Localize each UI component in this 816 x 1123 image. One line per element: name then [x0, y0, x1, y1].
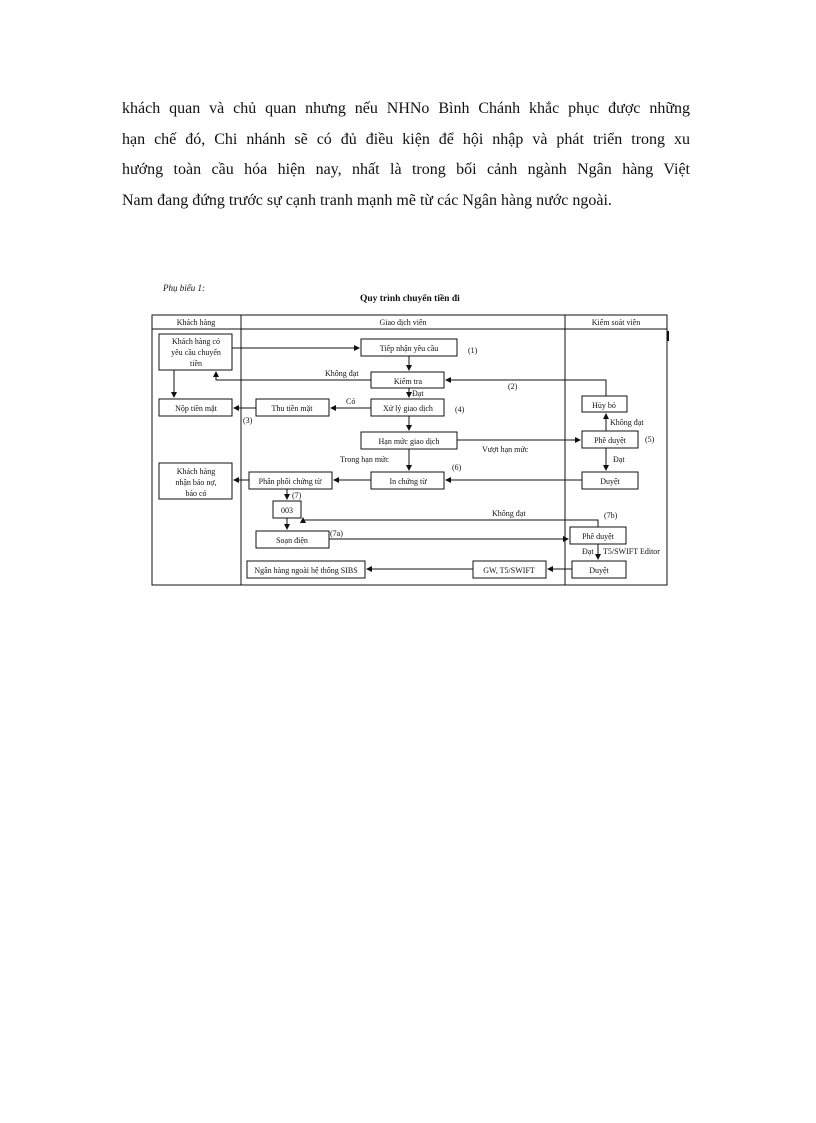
label-step-3: (3) [243, 416, 253, 425]
label-within-limit: Trong hạn mức [340, 455, 389, 464]
text-cancel: Hủy bỏ [592, 401, 616, 410]
text-distribute-docs: Phân phối chứng từ [258, 477, 322, 486]
label-not-ok-1: Không đạt [325, 369, 359, 378]
label-ok-3: Đạt [582, 547, 594, 556]
label-step-7a: (7a) [330, 529, 343, 538]
label-step-5: (5) [645, 435, 655, 444]
lane-header-customer: Khách hàng [176, 318, 216, 327]
label-over-limit: Vượt hạn mức [482, 445, 529, 454]
text-compose-msg: Soạn điện [276, 536, 308, 545]
lane-header-teller: Giao dịch viên [379, 318, 427, 327]
text-deposit-cash: Nộp tiền mặt [175, 404, 217, 413]
text-customer-request-2: yêu cầu chuyển [171, 348, 221, 357]
text-receive-request: Tiếp nhận yêu cầu [379, 344, 439, 353]
text-check: Kiểm tra [393, 377, 423, 386]
label-step-2: (2) [508, 382, 518, 391]
text-customer-receives-2: nhận báo nợ, [175, 478, 217, 487]
lane-header-controller: Kiểm soát viên [591, 318, 641, 327]
text-process: Xử lý giao dịch [383, 404, 433, 413]
text-customer-request-3: tiền [190, 359, 202, 368]
text-print-docs: In chứng từ [389, 477, 427, 486]
text-customer-receives-1: Khách hàng [176, 467, 216, 476]
text-gw-swift: GW, T5/SWIFT [483, 566, 535, 575]
text-review-2: Duyệt [589, 566, 609, 575]
text-customer-receives-3: báo có [185, 489, 207, 498]
label-t5-editor: T5/SWIFT Editor [603, 547, 660, 556]
label-step-4: (4) [455, 405, 465, 414]
paragraph-line-3: hướng toàn cầu hóa hiện nay, nhất là trong bối cảnh ngành Ngân hàng Việt [122, 161, 690, 178]
text-003: 003 [281, 506, 293, 515]
text-foreign-banks: Ngân hàng ngoài hệ thống SIBS [254, 566, 358, 575]
text-review-1: Duyệt [600, 477, 620, 486]
text-customer-request-1: Khách hàng có [172, 337, 220, 346]
text-limit: Hạn mức giao dịch [378, 437, 440, 446]
arrow-cancel-to-check [446, 380, 606, 396]
label-step-7: (7) [292, 491, 302, 500]
paragraph-line-4: Nam đang đứng trước sự cạnh tranh mạnh mẽ từ các Ngân hàng nước ngoài. [122, 191, 612, 209]
text-cash-collect: Thu tiền mặt [271, 404, 313, 413]
label-yes: Có [346, 397, 356, 406]
text-approve-7b: Phê duyệt [582, 532, 614, 541]
figure-caption: Phụ biểu 1: [163, 283, 205, 293]
label-not-ok-2: Không đạt [610, 418, 644, 427]
paragraph-line-2: hạn chế đó, Chi nhánh sẽ có đủ điều kiện để hội nhập và phát triển trong xu [122, 130, 690, 148]
label-step-6: (6) [452, 463, 462, 472]
arrow-approve7b-fail-to-003 [303, 518, 598, 527]
paragraph-line-1: khách quan và chủ quan nhưng nếu NHNo Bình Chánh khắc phục được những [122, 100, 690, 117]
label-step-7b: (7b) [604, 511, 618, 520]
label-step-1: (1) [468, 346, 478, 355]
label-ok-1: Đạt [412, 389, 424, 398]
label-not-ok-3: Không đạt [492, 509, 526, 518]
label-ok-2: Đạt [613, 455, 625, 464]
figure-title: Quy trình chuyển tiền đi [360, 294, 460, 304]
text-approve-5: Phê duyệt [594, 436, 626, 445]
